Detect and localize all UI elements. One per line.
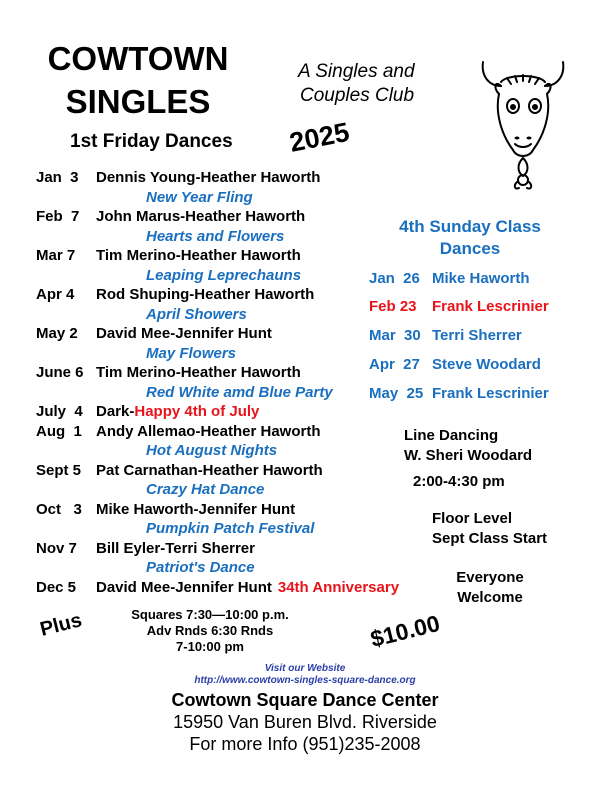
schedule-callers-text: Dennis Young-Heather Haworth — [96, 169, 321, 186]
schedule-callers — [96, 169, 320, 186]
sunday-date: Mar 30 — [369, 327, 421, 344]
venue-name: Cowtown Square Dance Center — [171, 690, 439, 710]
class-time: 2:00-4:30 pm — [413, 473, 505, 490]
schedule-row — [36, 325, 416, 345]
schedule-date: Nov 7 — [36, 539, 77, 557]
schedule-date: Oct 3 — [36, 500, 82, 518]
squares-line-1: Squares 7:30—10:00 p.m. — [131, 607, 289, 622]
visit-label: Visit our Website — [264, 663, 346, 674]
price: $10.00 — [367, 609, 443, 653]
schedule-date: Mar 7 — [36, 247, 76, 264]
schedule-theme: Hearts and Flowers — [146, 227, 285, 245]
floor-level: Floor Level — [432, 510, 513, 527]
schedule-callers-text: John Marus-Heather Haworth — [96, 208, 306, 225]
schedule-date: July 4 — [36, 403, 83, 420]
subtitle: 1st Friday Dances — [70, 131, 233, 152]
schedule-date: Aug 1 — [36, 422, 82, 440]
line-dancing-title: Line Dancing — [404, 427, 499, 444]
schedule-callers — [96, 579, 399, 596]
schedule-theme: Pumpkin Patch Festival — [146, 520, 315, 537]
schedule-callers-extra: 34th Anniversary — [277, 578, 400, 596]
schedule-date: Feb 7 — [36, 208, 80, 225]
schedule-callers-text: Tim Merino-Heather Haworth — [96, 247, 301, 264]
schedule-callers — [96, 208, 305, 225]
schedule-row — [36, 169, 416, 189]
schedule-theme: New Year Fling — [146, 188, 253, 206]
venue-address: 15950 Van Buren Blvd. Riverside — [173, 712, 437, 732]
sunday-caller: Terri Sherrer — [432, 327, 522, 344]
squares-line-2: Adv Rnds 6:30 Rnds — [146, 623, 274, 638]
schedule-row — [36, 579, 416, 599]
schedule-callers-text: Bill Eyler-Terri Sherrer — [96, 539, 255, 557]
welcome-line-2: Welcome — [457, 589, 523, 606]
schedule-row — [36, 462, 416, 482]
schedule-callers — [96, 286, 314, 303]
sunday-caller: Steve Woodard — [432, 356, 541, 373]
info-phone: For more Info (951)235-2008 — [189, 734, 421, 754]
sunday-row — [369, 327, 522, 344]
schedule-callers-text: Andy Allemao-Heather Haworth — [96, 422, 321, 440]
schedule-date: Jan 3 — [36, 169, 79, 186]
squares-line-3: 7-10:00 pm — [176, 639, 244, 654]
sunday-caller: Mike Haworth — [432, 270, 530, 287]
schedule-date: Dec 5 — [36, 578, 77, 596]
title-line-1: COWTOWN — [47, 40, 229, 77]
schedule-theme: Hot August Nights — [146, 442, 278, 459]
schedule-callers-text: Pat Carnathan-Heather Haworth — [96, 461, 323, 479]
schedule-date: Sept 5 — [36, 461, 82, 479]
schedule-theme: May Flowers — [146, 344, 237, 362]
schedule-callers-text: Tim Merino-Heather Haworth — [96, 364, 301, 381]
schedule-theme: Leaping Leprechauns — [146, 266, 302, 284]
schedule-date: Apr 4 — [36, 286, 75, 303]
sept-class-start: Sept Class Start — [432, 530, 548, 547]
schedule-date: June 6 — [36, 364, 84, 381]
sunday-heading — [380, 216, 560, 260]
schedule-callers-text: Mike Haworth-Jennifer Hunt — [96, 500, 296, 518]
sunday-date: May 25 — [369, 385, 424, 402]
sunday-date: Jan 26 — [369, 270, 420, 287]
schedule-row — [36, 286, 416, 306]
sunday-row — [369, 356, 541, 373]
schedule-date: May 2 — [36, 325, 78, 342]
sunday-heading-line-1: 4th Sunday Class — [399, 217, 541, 236]
schedule-callers-text: David Mee-Jennifer Hunt — [96, 325, 272, 342]
sunday-heading-line-2: Dances — [439, 239, 501, 258]
floor-note — [432, 509, 547, 549]
schedule-callers — [96, 423, 320, 440]
sunday-caller: Frank Lescrinier — [432, 298, 549, 315]
year: 2025 — [287, 116, 352, 158]
schedule-row — [36, 403, 416, 423]
schedule-theme: Crazy Hat Dance — [146, 481, 265, 498]
tagline-line-2: Couples Club — [300, 85, 415, 106]
sunday-caller: Frank Lescrinier — [432, 385, 549, 402]
schedule-callers — [96, 325, 272, 342]
website-block — [120, 663, 490, 687]
schedule-row — [36, 423, 416, 443]
schedule-callers — [96, 364, 301, 381]
schedule-callers — [96, 540, 255, 557]
sunday-date: Feb 23 — [369, 298, 417, 315]
schedule-callers-extra: Happy 4th of July — [134, 403, 260, 420]
schedule-row — [36, 501, 416, 521]
website-link[interactable]: http://www.cowtown-singles-square-dance.org — [194, 675, 416, 686]
schedule-theme: Patriot's Dance — [146, 559, 255, 576]
line-dancing-instructor: W. Sheri Woodard — [404, 447, 533, 464]
welcome-note — [440, 568, 540, 608]
schedule-callers — [96, 403, 259, 420]
welcome-line-1: Everyone — [456, 569, 524, 586]
cow-head-icon — [477, 52, 569, 192]
plus-label: Plus — [37, 609, 85, 641]
title-line-2: SINGLES — [65, 83, 211, 120]
schedule-row — [36, 364, 416, 384]
schedule-callers-text: David Mee-Jennifer Hunt — [96, 578, 272, 596]
tagline-line-1: A Singles and — [298, 61, 415, 82]
schedule-callers-text: Rod Shuping-Heather Haworth — [96, 286, 315, 303]
sunday-date: Apr 27 — [369, 356, 420, 373]
schedule-callers — [96, 501, 295, 518]
sunday-row — [369, 298, 549, 315]
schedule-row — [36, 247, 416, 267]
friday-schedule — [36, 169, 416, 598]
line-dancing-note — [404, 426, 532, 466]
squares-times — [110, 607, 310, 655]
schedule-row — [36, 540, 416, 560]
sunday-row — [369, 270, 530, 287]
sunday-row — [369, 385, 549, 402]
schedule-row — [36, 208, 416, 228]
schedule-theme: April Showers — [146, 305, 247, 323]
schedule-callers-text: Dark- — [96, 403, 135, 420]
schedule-callers — [96, 462, 323, 479]
schedule-theme: Red White amd Blue Party — [146, 383, 333, 401]
schedule-callers — [96, 247, 301, 264]
